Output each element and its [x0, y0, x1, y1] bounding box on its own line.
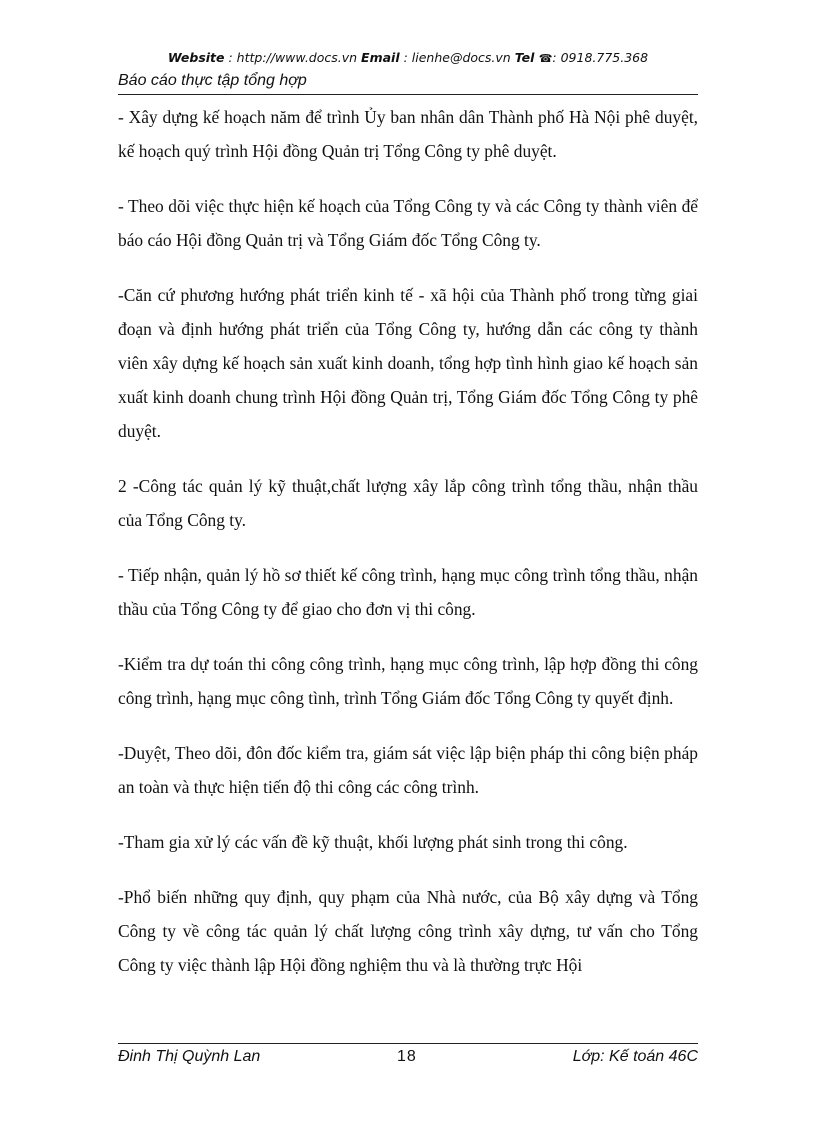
- tel-label: Tel: [514, 50, 539, 65]
- footer-author: Đinh Thị Quỳnh Lan: [118, 1048, 261, 1065]
- paragraph: -Duyệt, Theo dõi, đôn đốc kiểm tra, giám sát việc lập biện pháp thi công biện pháp an toàn và thực hiện tiến độ thi công các công trình.: [118, 743, 698, 797]
- paragraph: -Phổ biến những quy định, quy phạm của Nhà nước, của Bộ xây dựng và Tổng Công ty về công tác quản lý chất lượng công trình xây dựng, tư vấn cho Tổng Công ty việc thành lập Hội đồng nghiệm thu và là thường trực Hội: [118, 887, 698, 975]
- phone-icon: ☎: [538, 52, 553, 65]
- paragraph: -Tham gia xử lý các vấn đề kỹ thuật, khối lượng phát sinh trong thi công.: [118, 832, 628, 852]
- header-divider: [118, 94, 698, 95]
- website-label: Website: [167, 50, 225, 65]
- email-label: Email: [361, 50, 400, 65]
- site-header: [118, 50, 698, 65]
- paragraph: - Theo dõi việc thực hiện kế hoạch của Tổng Công ty và các Công ty thành viên để báo cáo Hội đồng Quản trị và Tổng Giám đốc Tổng Công ty.: [118, 196, 698, 250]
- page-footer: [118, 1048, 698, 1072]
- email-address[interactable]: : lienhe@docs.vn: [399, 50, 515, 65]
- tel-number: : 0918.775.368: [552, 50, 649, 65]
- document-title: Báo cáo thực tập tổng hợp: [118, 72, 307, 89]
- paragraph: -Căn cứ phương hướng phát triển kinh tế - xã hội của Thành phố trong từng giai đoạn và định hướng phát triển của Tổng Công ty, hướng dẫn các công ty thành viên xây dựng kế hoạch sản xuất kinh doanh, tổng hợp tình hình giao kế hoạch sản xuất kinh doanh chung trình Hội đồng Quản trị, Tổng Giám đốc Tổng Công ty phê duyệt.: [118, 285, 698, 441]
- page-number: 18: [397, 1048, 417, 1065]
- paragraph: -Kiểm tra dự toán thi công công trình, hạng mục công trình, lập hợp đồng thi công công trình, hạng mục công tình, trình Tổng Giám đốc Tổng Công ty quyết định.: [118, 654, 698, 708]
- footer-class-info: Lớp: Kế toán 46C: [572, 1048, 698, 1065]
- paragraph: - Xây dựng kế hoạch năm để trình Ủy ban nhân dân Thành phố Hà Nội phê duyệt, kế hoạch quý trình Hội đồng Quản trị Tổng Công ty phê duyệt.: [118, 107, 698, 161]
- website-url[interactable]: : http://www.docs.vn: [224, 50, 362, 65]
- paragraph: - Tiếp nhận, quản lý hồ sơ thiết kế công trình, hạng mục công trình tổng thầu, nhận thầu của Tổng Công ty để giao cho đơn vị thi công.: [118, 565, 698, 619]
- footer-divider: [118, 1043, 698, 1044]
- paragraph: 2 -Công tác quản lý kỹ thuật,chất lượng xây lắp công trình tổng thầu, nhận thầu của Tổng Công ty.: [118, 476, 698, 530]
- body-text: [118, 100, 698, 1003]
